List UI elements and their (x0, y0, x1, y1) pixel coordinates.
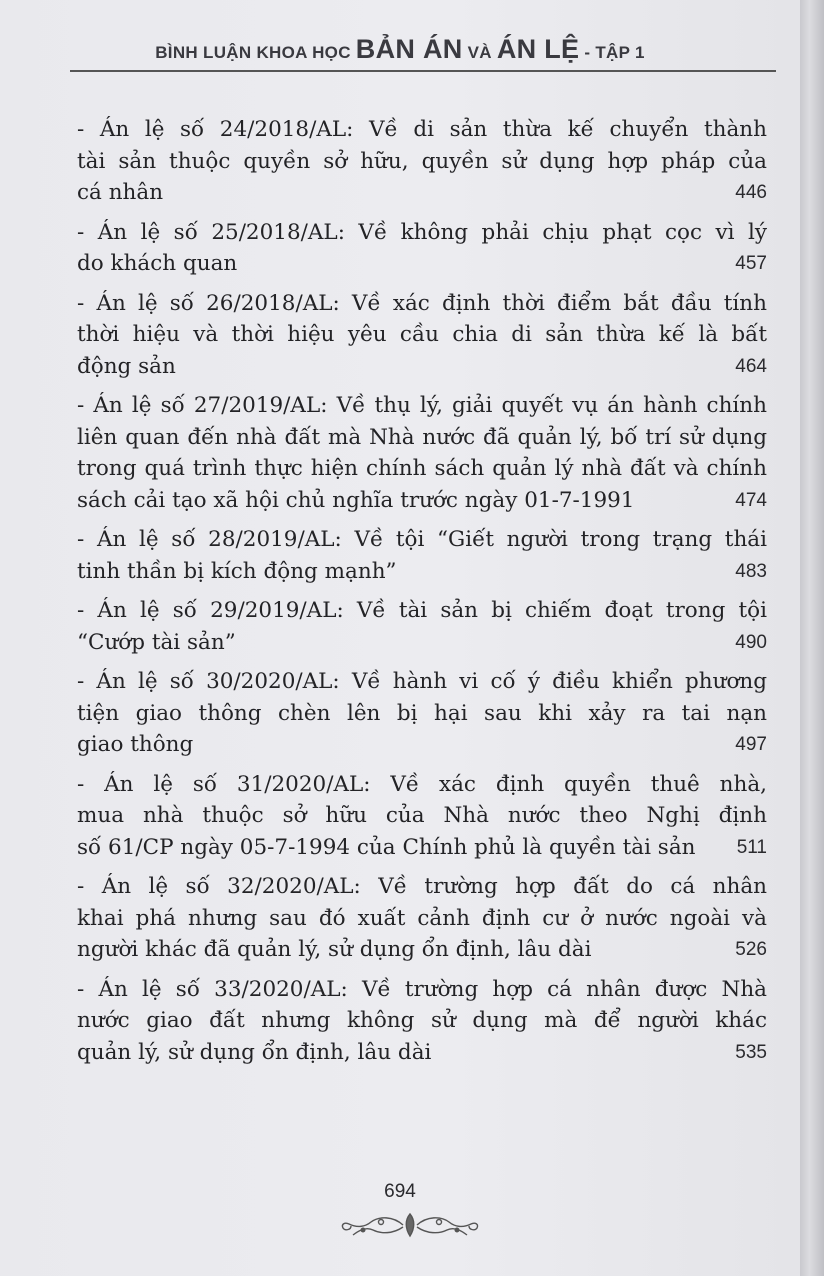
toc-entry (77, 974, 767, 1069)
toc-entry-line (77, 524, 767, 556)
table-of-contents (77, 114, 767, 1076)
toc-entry-line (77, 1005, 767, 1037)
toc-entry-line (77, 698, 767, 730)
toc-entry-text: thời hiệu và thời hiệu yêu cầu chia di sản thừa kế là bất (77, 322, 767, 347)
toc-entry-text: - Án lệ số 31/2020/AL: Về xác định quyền thuê nhà, (77, 771, 767, 797)
toc-entry-line (77, 769, 767, 801)
toc-entry-line (77, 556, 767, 588)
page-edge (800, 0, 824, 1276)
toc-entry (77, 288, 767, 383)
toc-entry (77, 871, 767, 966)
toc-entry-text: “Cướp tài sản” (77, 629, 236, 655)
toc-entry (77, 114, 767, 209)
toc-entry-line (77, 453, 767, 485)
header-text: VÀ (462, 43, 497, 62)
toc-entry-text: tiện giao thông chèn lên bị hại sau khi xảy ra tai nạn (77, 700, 767, 726)
toc-entry-line (77, 485, 767, 517)
toc-page-number: 526 (735, 939, 767, 960)
toc-entry-text: tài sản thuộc quyền sở hữu, quyền sử dụng hợp pháp của (77, 148, 767, 174)
toc-entry-text: giao thông (77, 732, 194, 757)
toc-entry-text: - Án lệ số 26/2018/AL: Về xác định thời điểm bắt đầu tính (77, 290, 767, 316)
toc-entry-text: nước giao đất nhưng không sử dụng mà để người khác (77, 1008, 767, 1033)
toc-entry-text: tinh thần bị kích động mạnh” (77, 558, 397, 584)
toc-entry-text: liên quan đến nhà đất mà Nhà nước đã quản lý, bố trí sử dụng (77, 424, 767, 450)
toc-entry-line (77, 871, 767, 903)
toc-entry-line (77, 351, 767, 383)
toc-entry-line (77, 666, 767, 698)
toc-page-number: 535 (735, 1041, 767, 1063)
toc-page-number: 464 (735, 355, 767, 377)
toc-page-number: 511 (736, 836, 767, 858)
toc-entry-text: khai phá nhưng sau đó xuất cảnh định cư ở nước ngoài và (77, 905, 767, 931)
header-text-large: BẢN ÁN (355, 34, 463, 64)
toc-entry (77, 390, 767, 516)
toc-entry (77, 524, 767, 587)
toc-entry-line (77, 832, 767, 864)
scroll-ornament-icon (335, 1208, 485, 1242)
toc-entry-line (77, 248, 767, 280)
toc-entry-text: - Án lệ số 29/2019/AL: Về tài sản bị chiếm đoạt trong tội (77, 598, 767, 623)
toc-page-number: 446 (735, 182, 767, 203)
toc-entry-line (77, 114, 767, 146)
toc-page-number: 490 (735, 631, 767, 653)
toc-entry (77, 769, 767, 864)
toc-entry (77, 217, 767, 280)
toc-entry-line (77, 974, 767, 1006)
toc-entry-text: - Án lệ số 33/2020/AL: Về trường hợp cá nhân được Nhà (77, 976, 767, 1002)
toc-entry-text: - Án lệ số 24/2018/AL: Về di sản thừa kế chuyển thành (77, 117, 767, 142)
toc-entry-line (77, 390, 767, 422)
toc-entry-line (77, 934, 767, 966)
toc-entry-text: cá nhân (77, 180, 164, 205)
toc-entry-line (77, 800, 767, 832)
toc-page-number: 457 (735, 253, 767, 274)
toc-entry-line (77, 422, 767, 454)
toc-entry (77, 595, 767, 658)
toc-entry-line (77, 729, 767, 761)
toc-entry-text: mua nhà thuộc sở hữu của Nhà nước theo Nghị định (77, 803, 767, 828)
toc-entry-line (77, 146, 767, 178)
toc-page-number: 483 (735, 560, 767, 582)
toc-entry-text: do khách quan (77, 251, 238, 276)
toc-entry-line (77, 288, 767, 320)
toc-entry-line (77, 1037, 767, 1069)
toc-entry-text: - Án lệ số 30/2020/AL: Về hành vi cố ý điều khiển phương (77, 669, 767, 694)
toc-entry-text: sách cải tạo xã hội chủ nghĩa trước ngày 01-7-1991 (77, 487, 635, 513)
header-rule (70, 70, 776, 72)
toc-entry-text: số 61/CP ngày 05-7-1994 của Chính phủ là quyền tài sản (77, 834, 696, 860)
header-text: BÌNH LUẬN KHOA HỌC (155, 43, 356, 62)
toc-entry-text: người khác đã quản lý, sử dụng ổn định, lâu dài (77, 937, 592, 962)
toc-page-number: 497 (735, 734, 767, 755)
toc-entry-line (77, 903, 767, 935)
toc-entry-text: - Án lệ số 25/2018/AL: Về không phải chịu phạt cọc vì lý (77, 219, 767, 245)
toc-entry-text: - Án lệ số 28/2019/AL: Về tội “Giết người trong trạng thái (77, 527, 767, 552)
toc-entry-line (77, 319, 767, 351)
header-text-large: ÁN LỆ (496, 34, 580, 64)
page-number: 694 (384, 1181, 416, 1202)
toc-entry-text: quản lý, sử dụng ổn định, lâu dài (77, 1039, 432, 1065)
toc-entry-text: động sản (77, 353, 176, 379)
toc-entry-line (77, 177, 767, 209)
toc-entry-line (77, 595, 767, 627)
toc-entry-line (77, 217, 767, 249)
toc-entry (77, 666, 767, 761)
toc-entry-line (77, 627, 767, 659)
toc-entry-text: trong quá trình thực hiện chính sách quản lý nhà đất và chính (77, 456, 767, 481)
header-text: - TẬP 1 (579, 43, 645, 62)
toc-entry-text: - Án lệ số 32/2020/AL: Về trường hợp đất do cá nhân (77, 874, 767, 899)
running-header (0, 34, 800, 65)
toc-entry-text: - Án lệ số 27/2019/AL: Về thụ lý, giải quyết vụ án hành chính (77, 393, 767, 418)
toc-page-number: 474 (735, 489, 767, 511)
